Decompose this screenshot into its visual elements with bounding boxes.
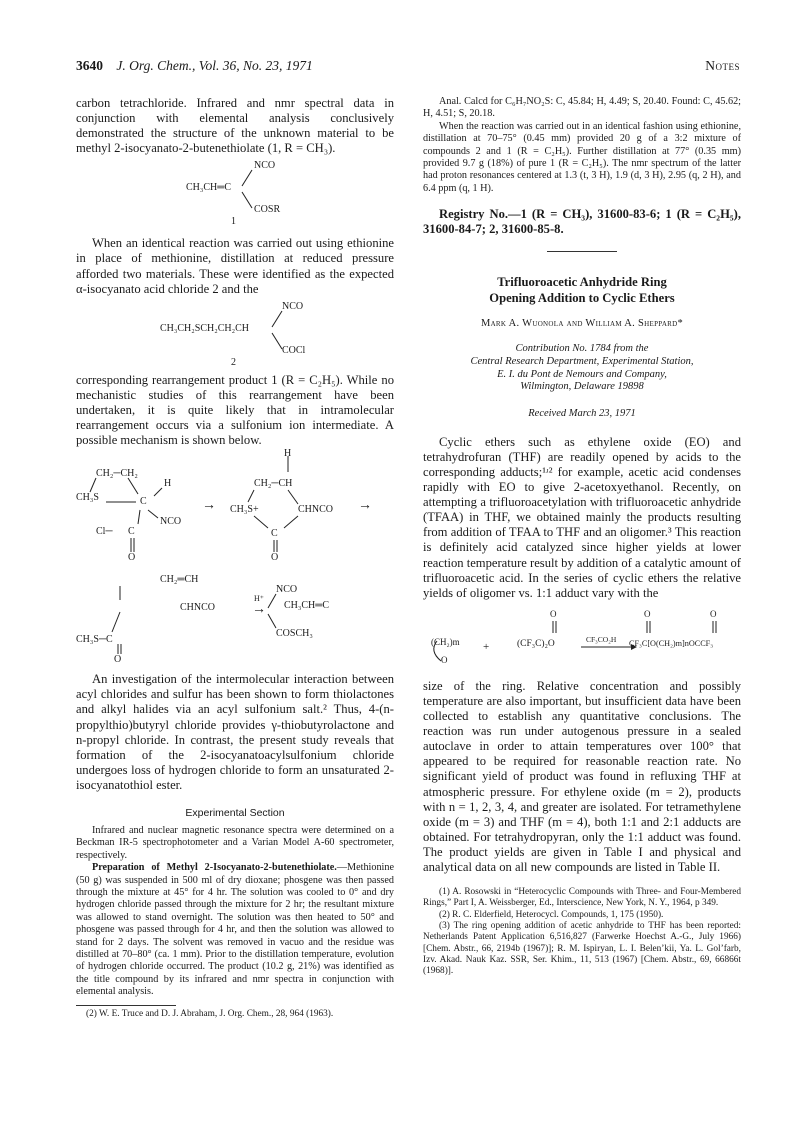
- left-paragraph-4: An investigation of the intermolecular interaction between acyl chlorides and sulfur has been shown to form thiolactones and alkyl halides via an acyl sulfonium salt.² Thus, 4-(n-propylthio)butyryl chloride provides γ-thiobutyrolactone and n-propyl chloride. In contrast, the present study reveals that formation of the 2-isocyanatoacylsulfonium chloride undergoes loss of hydrogen chloride to form an unsaturated 2-isocyanatothiol ester.: [76, 672, 394, 792]
- left-paragraph-3: corresponding rearrangement product 1 (R = C₂H₅). While no mechanistic studies of this rearrangement have been undertaken, it is quite likely that in intramolecular rearrangement occurs via a sulfonium ion intermediate. A possible mechanism is shown below.: [76, 372, 394, 448]
- mech-b-o: O: [271, 552, 279, 564]
- section-name: Notes: [705, 58, 740, 73]
- experimental-subheading: Preparation of Methyl 2-Isocyanato-2-butenethiolate.: [92, 862, 337, 874]
- s1-cosr: COSR: [254, 204, 281, 216]
- mech-hplus: H⁺: [254, 594, 264, 604]
- structure-1: [76, 156, 394, 226]
- s1-number: 1: [231, 216, 236, 228]
- mech-a-c: C: [140, 496, 147, 508]
- mech-b-ch2ch: CH₂─CH: [254, 478, 293, 490]
- mech-b-chnco: CHNCO: [298, 504, 334, 516]
- registry-numbers: Registry No.—1 (R = CH₃), 31600-83-6; 1 (R = C₂H₅), 31600-84-7; 2, 31600-85-8.: [423, 207, 741, 237]
- rxn-ring-o: O: [441, 654, 448, 665]
- mech-c-ch2ch: CH₂═CH: [160, 574, 199, 586]
- mech-d-left: CH₃CH═C: [284, 600, 330, 612]
- mech-arrow-3: →: [252, 602, 266, 618]
- mech-a-o: O: [128, 552, 136, 564]
- mech-d-cosch3: COSCH₃: [276, 628, 313, 640]
- mech-a-ch2ch2: CH₂─CH₂: [96, 468, 138, 480]
- mech-c-ch3s: CH₃S─C: [76, 634, 113, 646]
- right-paragraph-intro: Cyclic ethers such as ethylene oxide (EO) and tetrahydrofuran (THF) are readily opened by acids to the corresponding adducts;¹ʴ² for example, acetic acid condenses rapidly with EO to give 2-acetoxyethanol. Recently, on attempting a trifluoroacetylation with trifluoroacetic anhydride (TFAA) in THF, we obtained mainly the products resulting from addition of TFAA to THF and an oligomer.³ This reaction is definitely acid catalyzed since higher yields at lower reaction temperature result by addition of a catalytic amount of trifluoroacetic acid. In the series of cyclic ethers the relative yields of oligomer vs. 1:1 adduct vary with the: [423, 434, 741, 600]
- mech-c-chnco: CHNCO: [180, 602, 216, 614]
- article-title-line-1: Trifluoroacetic Anhydride Ring: [497, 275, 667, 290]
- analysis-paragraph: Anal. Calcd for C₆H₇NO₂S: C, 45.84; H, 4.49; S, 20.40. Found: C, 45.62; H, 4.51; S, 20.18.: [423, 96, 741, 120]
- mech-d-nco: NCO: [276, 584, 298, 596]
- mech-a-nco: NCO: [160, 516, 182, 528]
- right-paragraph-2: When the reaction was carried out in an identical fashion using ethionine, distillation at 70–75° (0.45 mm) provided 20 g of a 3:2 mixture of compounds 2 and 1 (R = C₂H₅). Further distillation at 77° (0.35 mm) provided 9.7 g (18%) of pure 1 (R = C₂H₅). The nmr spectrum of the latter had proton resonances centered at 1.3 (t, 3 H), 1.9 (d, 3 H), 2.95 (q, 2 H), and 6.4 ppm (q, 1 H).: [423, 120, 741, 194]
- experimental-heading: Experimental Section: [185, 806, 285, 819]
- mech-c-o: O: [114, 654, 122, 666]
- s2-cocl: COCl: [282, 344, 306, 356]
- rxn-anhydride: (CF₃C)₂O: [517, 638, 555, 649]
- rxn-ring-top: (CH₂)m: [431, 636, 460, 647]
- mechanism-scheme: [76, 448, 394, 666]
- reaction-scheme: [423, 607, 741, 679]
- affiliation-line-2: Central Research Department, Experimental Station,: [470, 356, 694, 368]
- rxn-o2: O: [644, 608, 651, 619]
- affiliation-line-4: Wilmington, Delaware 19898: [520, 381, 644, 393]
- footnote-1: (1) A. Rosowski in “Heterocyclic Compounds with Three- and Four-Membered Rings,” Part I, A. Weissberger, Ed., Interscience, New York, N. Y., 1964, p 349.: [423, 887, 741, 909]
- page-header: [76, 58, 740, 78]
- experimental-paragraph-2-text: —Methionine (50 g) was suspended in 500 ml of dry dioxane; phosgene was then passed through the mixture at 45° for 4 hr. The solution was cooled to 0° and dry hydrogen chloride passed through the mixture for 2 hr; the resultant mixture was allowed to stand overnight. The solution was then heated to 50° and phosgene was passed through for 4 hr, and then the solution was allowed to stand for 2 days. The solvent was removed in vacuo and the residue was distilled at 70–80° (ca. 1 mm). Prior to the distillation temperature, evolution of hydrogen chloride occurred. The product (10.2 g, 21%) was identified as the title compound by its infrared and nmr spectra in conjunction with elemental analysis.: [76, 862, 394, 998]
- article-authors: Mark A. Wuonola and William A. Sheppard*: [480, 318, 684, 330]
- journal-citation: J. Org. Chem., Vol. 36, No. 23, 1971: [116, 58, 313, 73]
- s2-left: CH₃CH₂SCH₂CH₂CH: [160, 322, 249, 334]
- mech-a-ch3s: CH₃S: [76, 492, 99, 504]
- experimental-paragraph-1: Infrared and nuclear magnetic resonance spectra were determined on a Beckman IR-5 spectrophotometer and a Varian Model A-60 spectrometer, respectively.: [76, 824, 394, 861]
- article-separator: [547, 251, 617, 252]
- rxn-o3: O: [710, 608, 717, 619]
- mech-a-h: H: [164, 478, 172, 490]
- rxn-product: CF₃C[O(CH₂)m]nOCCF₃: [629, 638, 714, 648]
- mechanism-bonds: [76, 448, 394, 658]
- left-paragraph-1: carbon tetrachloride. Infrared and nmr spectral data in conjunction with elemental analysis conclusively demonstrated the structure of the unknown material to be methyl 2-isocyanato-2-butenethiolate (1, R = CH₃).: [76, 96, 394, 156]
- footnote-3: (3) The ring opening addition of acetic anhydride to THF has been reported: Netherlands Patent Application 6,516,827 (Farwerke Hoechst A.-G., July 1966) [Chem. Abstr., 66, 2194b (1967)]; R. M. Ispiryan, L. I. Belen’kii, Ya. L. Gol’farb, Izv. Akad. Nauk Kaz. SSR, Ser. Khim., 11, 513 (1967) [Chem. Abstr., 69, 66866t (1968)].: [423, 920, 741, 977]
- affiliation-line-3: E. I. du Pont de Nemours and Company,: [497, 368, 667, 380]
- left-column: [76, 96, 394, 1020]
- article-title-line-2: Opening Addition to Cyclic Ethers: [489, 291, 675, 306]
- mech-b-c: C: [271, 528, 278, 540]
- mech-a-c2: C: [128, 526, 135, 538]
- footnote-2-left: (2) W. E. Truce and D. J. Abraham, J. Org. Chem., 28, 964 (1963).: [86, 1008, 334, 1019]
- rxn-plus: +: [483, 640, 490, 653]
- s2-nco: NCO: [282, 300, 304, 312]
- mech-arrow-1: →: [202, 498, 216, 514]
- footnote-2-right: (2) R. C. Elderfield, Heterocycl. Compounds, 1, 175 (1950).: [439, 909, 664, 920]
- left-paragraph-2: When an identical reaction was carried out using ethionine in place of methionine, distillation at reduced pressure afforded two materials. These were identified as the expected α-isocyanato acid chloride 2 and the: [76, 236, 394, 296]
- page-number: 3640: [76, 58, 103, 73]
- structure-2: [76, 297, 394, 367]
- s2-number: 2: [231, 356, 236, 368]
- header-left: [76, 58, 313, 74]
- rxn-o1: O: [550, 608, 557, 619]
- right-column: [423, 96, 741, 977]
- experimental-paragraph-2: [76, 862, 394, 998]
- mech-a-cl: Cl─: [96, 526, 113, 538]
- mech-b-h: H: [284, 448, 292, 460]
- affiliation-line-1: Contribution No. 1784 from the: [515, 343, 649, 355]
- rxn-catalyst: CF₃CO₂H: [586, 634, 617, 644]
- mech-arrow-2: →: [358, 498, 372, 514]
- footnote-rule-left: [76, 1005, 176, 1006]
- s1-nco: NCO: [254, 160, 276, 172]
- received-date: Received March 23, 1971: [528, 407, 636, 419]
- right-paragraph-body: size of the ring. Relative concentration and possibly temperature are also important, but insufficient data have been collected to establish any quantitative conclusions. The reaction was run under autogenous pressure in a sealed autoclave in order to attain temperatures over 100° that appeared to be required for reasonable reaction rate. No significant yield of product was found in refluxing THF at atmospheric pressure. For ethylene oxide (m = 2), products with n = 1, 2, 3, 4, and greater are isolated. For tetramethylene oxide (m = 3) and THF (m = 4), both 1:1 and 2:1 adducts are obtained. For tetrahydropyran, only the 1:1 adduct was found. The product yields are given in Table I and physical and analytical data on all new compounds are listed in Table II.: [423, 678, 741, 874]
- s1-left: CH₃CH═C: [186, 182, 232, 194]
- mech-b-ch3s: CH₃S+: [230, 504, 259, 516]
